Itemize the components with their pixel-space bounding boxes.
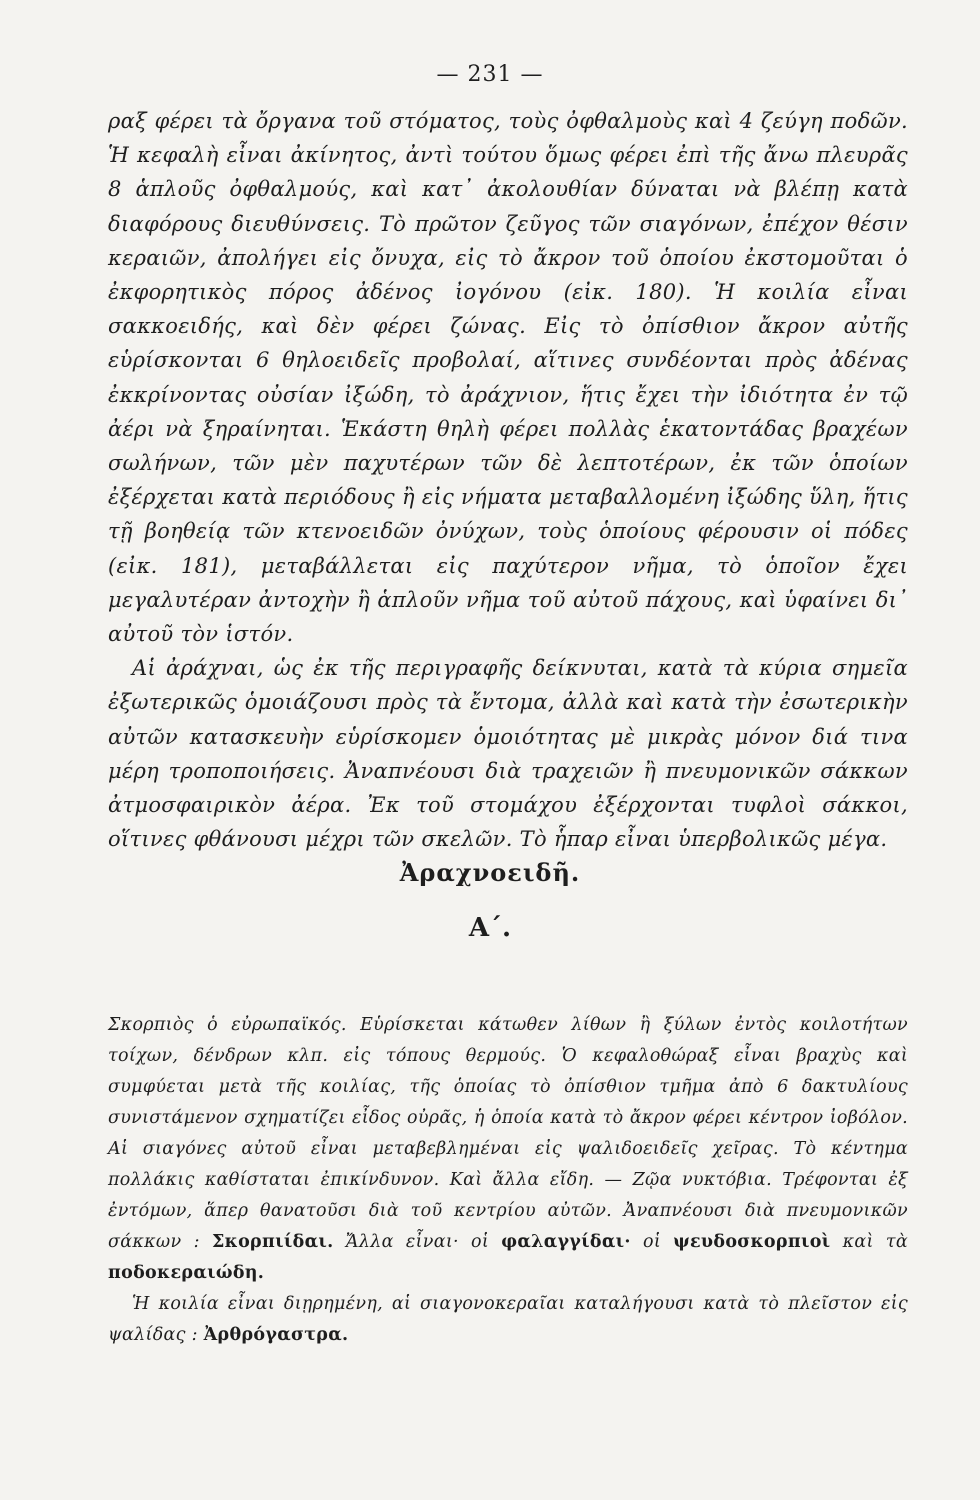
paragraph-scorpion — [108, 1010, 908, 1289]
section-title: Ἀραχνοειδῆ. — [399, 858, 581, 887]
paragraph-comparison: Αἱ ἀράχναι, ὡς ἐκ τῆς περιγραφῆς δείκνυται, κατὰ τὰ κύρια σημεῖα ἐξωτερικῶς ὁμοιάζουσι πρὸς τὰ ἔντομα, ἀλλὰ καὶ κατὰ τὴν ἐσωτερικὴν αὐτῶν κατασκευὴν εὑρίσκομεν ὁμοιότητας μὲ μικρὰς μόνον διά τινα μέρη τροποποιήσεις. Ἀναπνέουσι διὰ τραχειῶν ἢ πνευμονικῶν σάκκων ἀτμοσφαιρικὸν ἀέρα. Ἐκ τοῦ στομάχου ἐξέρχονται τυφλοὶ σάκκοι, οἵτινες φθάνουσι μέχρι τῶν σκελῶν. Τὸ ἧπαρ εἶναι ὑπερβολικῶς μέγα. — [108, 656, 908, 852]
species-name: Σκορπιὸς ὁ εὐρωπαϊκός. — [108, 1015, 347, 1035]
scorpion-section — [108, 1010, 908, 1351]
family-scorpiidae: Σκορπιίδαι. — [211, 1232, 334, 1252]
family-phalangidae: φαλαγγίδαι· — [501, 1232, 631, 1252]
paragraph-anatomy: ραξ φέρει τὰ ὄργανα τοῦ στόματος, τοὺς ὀφθαλμοὺς καὶ 4 ζεύγη ποδῶν. Ἡ κεφαλὴ εἶναι ἀκίνητος, ἀντὶ τούτου ὅμως φέρει ἐπὶ τῆς ἄνω πλευρᾶς 8 ἁπλοῦς ὀφθαλμούς, καὶ κατ᾿ ἀκολουθίαν δύναται νὰ βλέπῃ κατὰ διαφόρους διευθύνσεις. Τὸ πρῶτον ζεῦγος τῶν σιαγόνων, ἐπέχον θέσιν κεραιῶν, ἀπολήγει εἰς ὄνυχα, εἰς τὸ ἄκρον τοῦ ὁποίου ἐκστομοῦται ὁ ἐκφορητικὸς πόρος ἀδένος ἰογόνου (εἰκ. 180). Ἡ κοιλία εἶναι σακκοειδής, καὶ δὲν φέρει ζώνας. Εἰς τὸ ὀπίσθιον ἄκρον αὐτῆς εὑρίσκονται 6 θηλοειδεῖς προβολαί, αἵτινες συνδέονται πρὸς ἀδένας ἐκκρίνοντας οὐσίαν ἰξώδη, τὸ ἀράχνιον, ἥτις ἔχει τὴν ἰδιότητα ἐν τῷ ἀέρι νὰ ξηραίνηται. Ἑκάστη θηλὴ φέρει πολλὰς ἑκατοντάδας βραχέων σωλήνων, τῶν μὲν παχυτέρων τῶν δὲ λεπτοτέρων, ἐκ τῶν ὁποίων ἐξέρχεται κατὰ περιόδους ἢ εἰς νήματα μεταβαλλομένη ἰξώδης ὕλη, ἥτις τῇ βοηθείᾳ τῶν κτενοειδῶν ὀνύχων, τοὺς ὁποίους φέρουσιν οἱ πόδες (εἰκ. 181), μεταβάλλεται εἰς παχύτερον νῆμα, τὸ ὁποῖον ἔχει μεγαλυτέραν ἀντοχὴν ἢ ἁπλοῦν νῆμα τοῦ αὐτοῦ πάχους, καὶ ὑφαίνει δι᾿ αὐτοῦ τὸν ἱστόν. — [108, 109, 908, 647]
page-number: — 231 — — [436, 62, 544, 87]
family-podokeraiodi: ποδοκεραιώδη. — [108, 1263, 265, 1283]
scorpion-text-2: Ἄλλα εἶναι· οἱ — [333, 1232, 502, 1252]
arachnid-description — [108, 104, 908, 856]
subsection-title: Α΄. — [468, 913, 512, 943]
group-arthrogastra: Ἀρθρόγαστρα. — [203, 1325, 349, 1345]
arthrogastra-text: Ἡ κοιλία εἶναι διῃρημένη, αἱ σιαγονοκεραῖαι καταλήγουσι κατὰ τὸ πλεῖστον εἰς ψαλίδας : — [108, 1294, 908, 1345]
scorpion-text: Εὑρίσκεται κάτωθεν λίθων ἢ ξύλων ἐντὸς κοιλοτήτων τοίχων, δένδρων κλπ. εἰς τόπους θερμούς. Ὁ κεφαλοθώραξ εἶναι βραχὺς καὶ συμφύεται μετὰ τῆς κοιλίας, τῆς ὁποίας τὸ ὀπίσθιον τμῆμα ἀπὸ 6 δακτυλίους συνιστάμενον σχηματίζει εἶδος οὐρᾶς, ἡ ὁποία κατὰ τὸ ἄκρον φέρει κέντρον ἰοβόλον. Αἱ σιαγόνες αὐτοῦ εἶναι μεταβεβλημέναι εἰς ψαλιδοειδεῖς χεῖρας. Τὸ κέντημα πολλάκις καθίσταται ἐπικίνδυνον. Καὶ ἄλλα εἴδη. — Ζῷα νυκτόβια. Τρέφονται ἐξ ἐντόμων, ἅπερ θανατοῦσι διὰ τοῦ κεντρίου αὐτῶν. Ἀναπνέουσι διὰ πνευμονικῶν σάκκων : — [108, 1015, 908, 1252]
scorpion-text-3: οἱ — [630, 1232, 674, 1252]
family-pseudoscorpions: ψευδοσκορπιοὶ — [673, 1232, 831, 1252]
paragraph-arthrogastra — [108, 1289, 908, 1351]
scorpion-text-4: καὶ τὰ — [830, 1232, 908, 1252]
